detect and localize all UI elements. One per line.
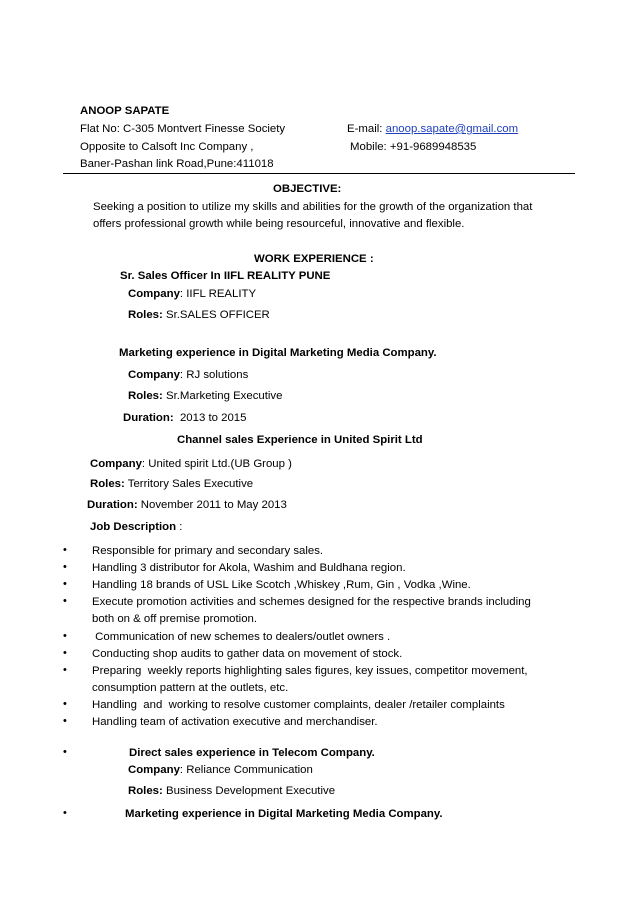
job3-duration-label: Duration: bbox=[87, 499, 138, 511]
job2-company bbox=[128, 368, 248, 382]
header-divider bbox=[63, 173, 575, 174]
job1-company-value: : IIFL REALITY bbox=[179, 288, 257, 300]
bullet-glyph: • bbox=[63, 561, 67, 573]
objective-line-2: offers professional growth while being resourceful, innovative and flexible. bbox=[93, 218, 465, 230]
job2-company-label: Company bbox=[128, 369, 180, 381]
job3-company-value: : United spirit Ltd.(UB Group ) bbox=[141, 458, 292, 470]
bullet-glyph: • bbox=[63, 630, 67, 642]
list-item-continued: consumption pattern at the outlets, etc. bbox=[92, 682, 289, 694]
job3-company-label: Company bbox=[90, 458, 142, 470]
mobile-line: Mobile: +91-9689948535 bbox=[350, 141, 477, 153]
bullet-glyph: • bbox=[63, 746, 67, 758]
job2-roles-value: Sr.Marketing Executive bbox=[162, 390, 283, 402]
list-item: Execute promotion activities and schemes designed for the respective brands including bbox=[92, 596, 531, 608]
list-item: Preparing weekly reports highlighting sales figures, key issues, competitor movement, bbox=[92, 665, 528, 677]
job3-roles-label: Roles: bbox=[90, 478, 125, 490]
job4-roles-value: Business Development Executive bbox=[162, 785, 336, 797]
list-item: Handling team of activation executive and merchandiser. bbox=[92, 716, 378, 728]
job1-roles-label: Roles: bbox=[128, 309, 163, 321]
job2-company-value: : RJ solutions bbox=[179, 369, 249, 381]
address-line-2: Opposite to Calsoft Inc Company , bbox=[80, 141, 254, 153]
job3-title: Channel sales Experience in United Spirit Ltd bbox=[177, 434, 423, 446]
job1-company bbox=[128, 287, 256, 301]
address-line-3: Baner-Pashan link Road,Pune:411018 bbox=[80, 158, 274, 170]
job3-roles-value: Territory Sales Executive bbox=[124, 478, 254, 490]
bullet-glyph: • bbox=[63, 807, 67, 819]
job3-jd-suffix: : bbox=[176, 521, 183, 533]
job5-title: Marketing experience in Digital Marketing Media Company. bbox=[125, 808, 443, 820]
work-experience-heading: WORK EXPERIENCE : bbox=[254, 253, 374, 265]
bullet-glyph: • bbox=[63, 544, 67, 556]
bullet-glyph: • bbox=[63, 595, 67, 607]
job2-title: Marketing experience in Digital Marketing Media Company. bbox=[119, 347, 437, 359]
job3-company bbox=[90, 457, 292, 471]
email-link[interactable]: anoop.sapate@gmail.com bbox=[385, 123, 519, 135]
email-line bbox=[347, 122, 518, 136]
list-item: Handling and working to resolve customer complaints, dealer /retailer complaints bbox=[92, 699, 505, 711]
job2-roles-label: Roles: bbox=[128, 390, 163, 402]
list-item-continued: both on & off premise promotion. bbox=[92, 613, 258, 625]
job1-roles bbox=[128, 308, 270, 322]
bullet-glyph: • bbox=[63, 578, 67, 590]
objective-heading: OBJECTIVE: bbox=[273, 183, 342, 195]
job4-title: Direct sales experience in Telecom Company. bbox=[129, 747, 375, 759]
job4-roles bbox=[128, 784, 335, 798]
job3-duration bbox=[87, 498, 287, 512]
email-label: E-mail: bbox=[347, 123, 386, 135]
list-item: Handling 18 brands of USL Like Scotch ,Whiskey ,Rum, Gin , Vodka ,Wine. bbox=[92, 579, 471, 591]
job1-title: Sr. Sales Officer In IIFL REALITY PUNE bbox=[120, 270, 331, 282]
bullet-glyph: • bbox=[63, 664, 67, 676]
list-item: Conducting shop audits to gather data on movement of stock. bbox=[92, 648, 403, 660]
job3-duration-value: November 2011 to May 2013 bbox=[137, 499, 287, 511]
bullet-glyph: • bbox=[63, 698, 67, 710]
candidate-name: ANOOP SAPATE bbox=[80, 105, 170, 117]
bullet-glyph: • bbox=[63, 647, 67, 659]
job2-roles bbox=[128, 389, 282, 403]
list-item: Handling 3 distributor for Akola, Washim and Buldhana region. bbox=[92, 562, 406, 574]
job4-company-value: : Reliance Communication bbox=[179, 764, 313, 776]
bullet-glyph: • bbox=[63, 715, 67, 727]
job4-roles-label: Roles: bbox=[128, 785, 163, 797]
list-item: Responsible for primary and secondary sales. bbox=[92, 545, 324, 557]
address-line-1: Flat No: C-305 Montvert Finesse Society bbox=[80, 123, 286, 135]
list-item: Communication of new schemes to dealers/outlet owners . bbox=[92, 631, 391, 643]
job3-roles bbox=[90, 477, 253, 491]
job1-company-label: Company bbox=[128, 288, 180, 300]
objective-line-1: Seeking a position to utilize my skills and abilities for the growth of the organization that bbox=[93, 201, 533, 213]
job2-duration-value: 2013 to 2015 bbox=[173, 412, 247, 424]
job4-company bbox=[128, 763, 313, 777]
job2-duration bbox=[123, 411, 246, 425]
job1-roles-value: Sr.SALES OFFICER bbox=[162, 309, 270, 321]
job4-company-label: Company bbox=[128, 764, 180, 776]
job2-duration-label: Duration: bbox=[123, 412, 174, 424]
job3-job-description bbox=[90, 520, 182, 534]
job3-jd-label: Job Description bbox=[90, 521, 177, 533]
